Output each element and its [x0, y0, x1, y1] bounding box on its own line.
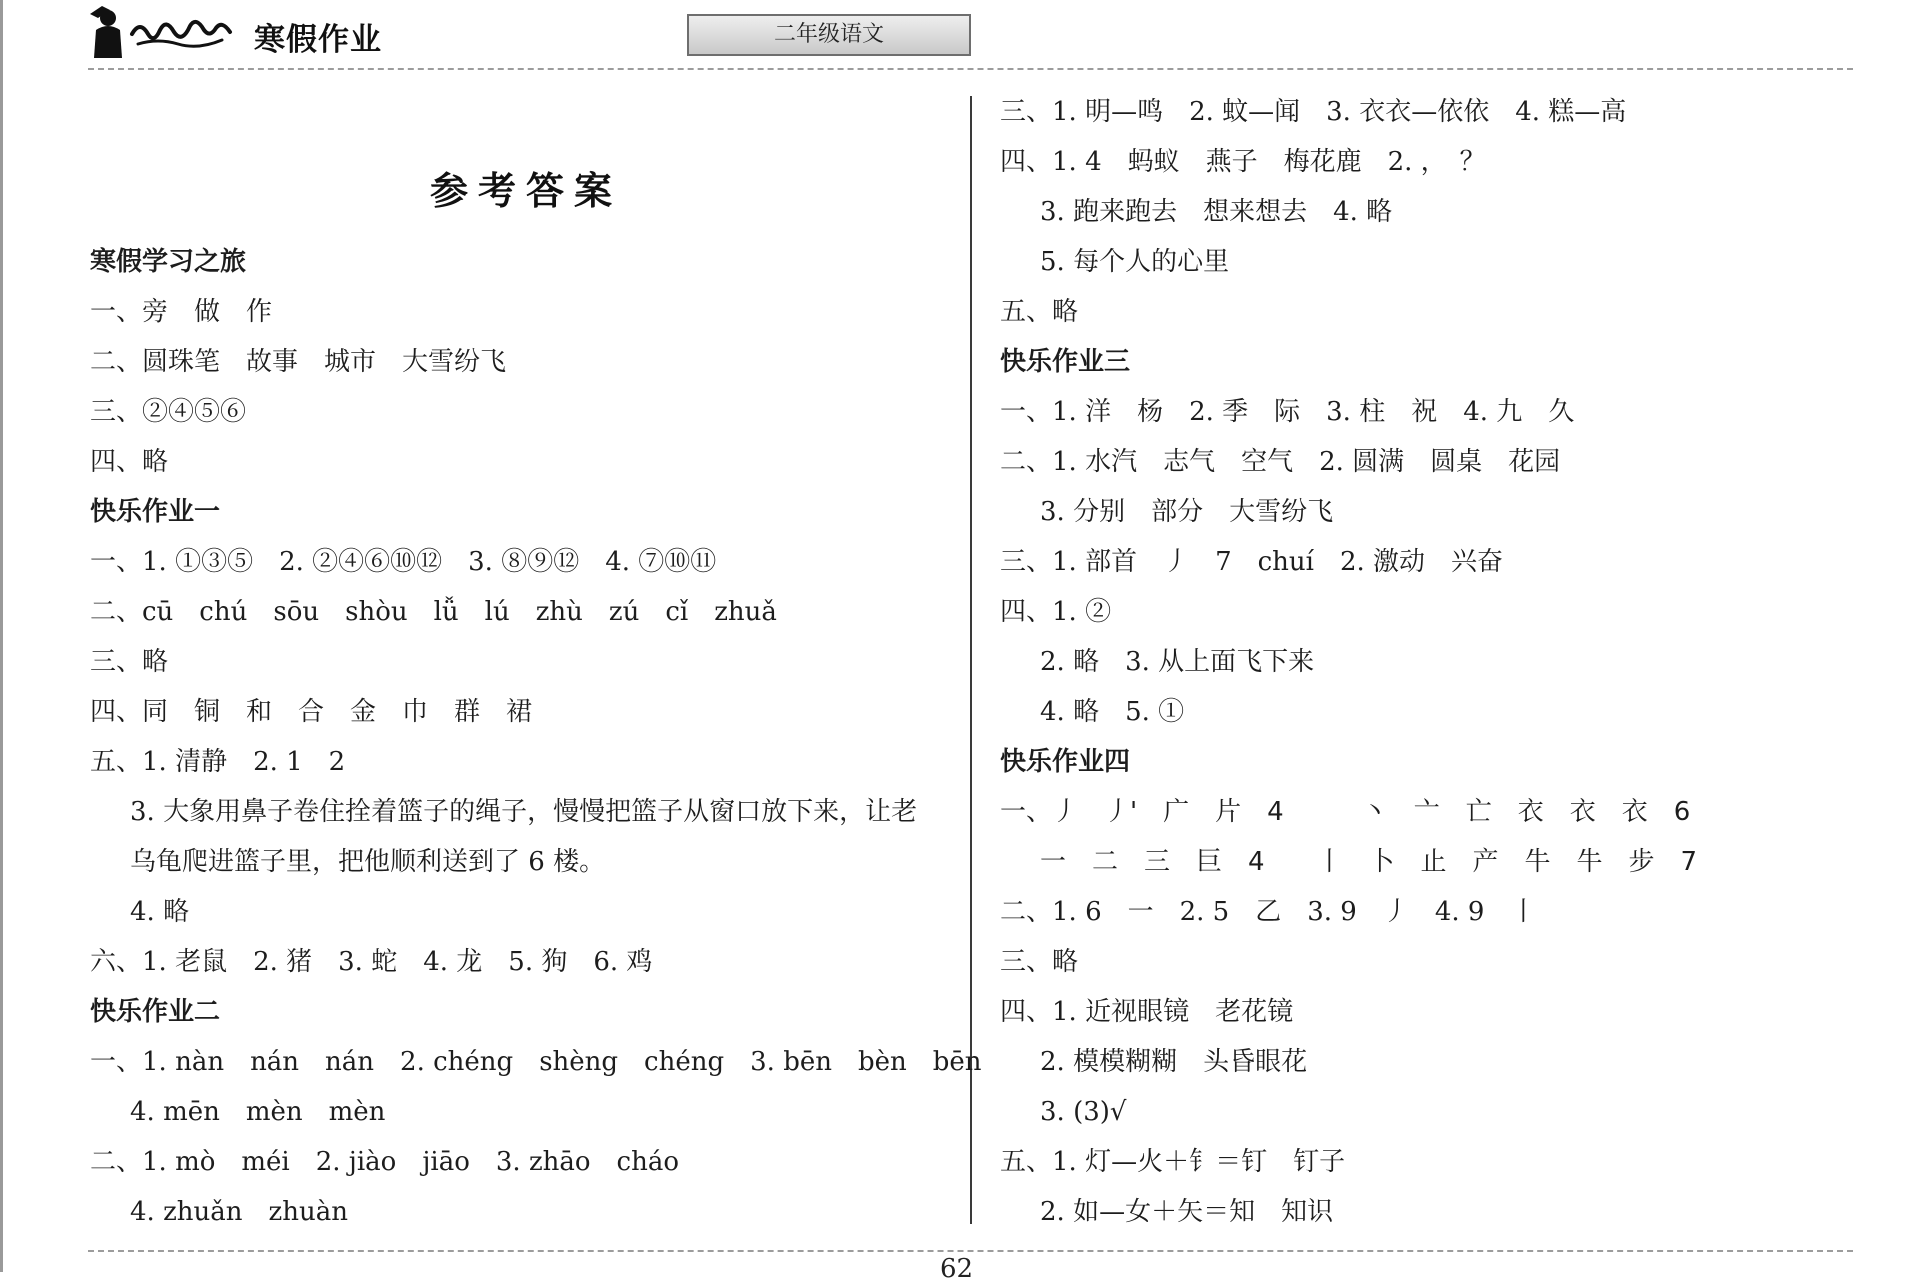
section-heading: 快乐作业四	[1000, 747, 1131, 777]
answer-line: 5. 每个人的心里	[1040, 247, 1230, 277]
section-heading: 快乐作业三	[1000, 347, 1131, 377]
answer-line: 一、旁 做 作	[90, 297, 273, 327]
answer-line: 二、圆珠笔 故事 城市 大雪纷飞	[90, 347, 507, 377]
subject-badge: 二年级语文	[687, 14, 971, 56]
answer-line: 二、cū chú sōu shòu lǚ lú zhù zú cǐ zhuǎ	[90, 597, 777, 627]
answer-line: 四、同 铜 和 合 金 巾 群 裙	[90, 697, 533, 727]
answer-line: 五、1. 灯—火＋钅＝钉 钉子	[1000, 1147, 1346, 1177]
answer-line: 4. zhuǎn zhuàn	[130, 1197, 348, 1227]
answer-line: 3. 大象用鼻子卷住拴着篮子的绳子，慢慢把篮子从窗口放下来，让老	[130, 797, 918, 827]
answer-line: 四、1. 近视眼镜 老花镜	[1000, 997, 1294, 1027]
answer-line: 三、②④⑤⑥	[90, 397, 247, 427]
answer-line: 三、1. 明—鸣 2. 蚊—闻 3. 衣衣—依依 4. 糕—高	[1000, 97, 1627, 127]
answer-line: 4. mēn mèn mèn	[130, 1097, 386, 1127]
footer-divider	[88, 1250, 1853, 1252]
answer-line: 3. (3)√	[1040, 1097, 1127, 1127]
section-heading: 寒假学习之旅	[90, 247, 247, 277]
answer-line: 四、略	[90, 447, 169, 477]
answer-line: 一、1. ①③⑤ 2. ②④⑥⑩⑫ 3. ⑧⑨⑫ 4. ⑦⑩⑪	[90, 547, 717, 577]
answer-line: 三、略	[1000, 947, 1079, 977]
answer-line: 2. 如—女＋矢＝知 知识	[1040, 1197, 1334, 1227]
stroke-order-line: 一 二 三 巨 4 丨 卜 止 产 牛 牛 步 7	[1040, 847, 1698, 877]
answer-line: 六、1. 老鼠 2. 猪 3. 蛇 4. 龙 5. 狗 6. 鸡	[90, 947, 653, 977]
answer-line: 一、1. 洋 杨 2. 季 际 3. 柱 祝 4. 九 久	[1000, 397, 1575, 427]
answer-line: 二、1. mò méi 2. jiào jiāo 3. zhāo cháo	[90, 1147, 679, 1177]
answer-line: 3. 分别 部分 大雪纷飞	[1040, 497, 1334, 527]
section-heading: 快乐作业二	[90, 997, 221, 1027]
answer-line: 乌龟爬进篮子里，把他顺利送到了 6 楼。	[130, 847, 606, 877]
stroke-order-line: 一、丿 丿' 广 片 4 丶 亠 亡 衣 衣 衣 6	[1000, 797, 1691, 827]
brand-title: 寒假作业	[254, 22, 382, 58]
answer-line: 二、1. 水汽 志气 空气 2. 圆满 圆桌 花园	[1000, 447, 1561, 477]
section-heading: 快乐作业一	[90, 497, 221, 527]
page-title: 参考答案	[430, 168, 623, 213]
answer-line: 一、1. nàn nán nán 2. chéng shèng chéng 3. bēn bèn bēn	[90, 1047, 982, 1077]
answer-line: 三、1. 部首 丿 7 chuí 2. 激动 兴奋	[1000, 547, 1504, 577]
answer-line: 4. 略 5. ①	[1040, 697, 1185, 727]
answer-line: 三、略	[90, 647, 169, 677]
answer-line: 3. 跑来跑去 想来想去 4. 略	[1040, 197, 1393, 227]
page-number: 62	[940, 1254, 974, 1284]
brand-logo	[88, 0, 248, 62]
answer-line: 4. 略	[130, 897, 190, 927]
answer-line: 2. 略 3. 从上面飞下来	[1040, 647, 1315, 677]
answer-line: 五、1. 清静 2. 1 2	[90, 747, 346, 777]
answer-line: 五、略	[1000, 297, 1079, 327]
header-divider	[88, 68, 1853, 70]
answer-line: 二、1. 6 一 2. 5 乙 3. 9 丿 4. 9 丨	[1000, 897, 1537, 927]
answer-line: 四、1. ②	[1000, 597, 1112, 627]
answer-line: 2. 模模糊糊 头昏眼花	[1040, 1047, 1308, 1077]
answer-line: 四、1. 4 蚂蚁 燕子 梅花鹿 2. ， ？	[1000, 147, 1486, 177]
